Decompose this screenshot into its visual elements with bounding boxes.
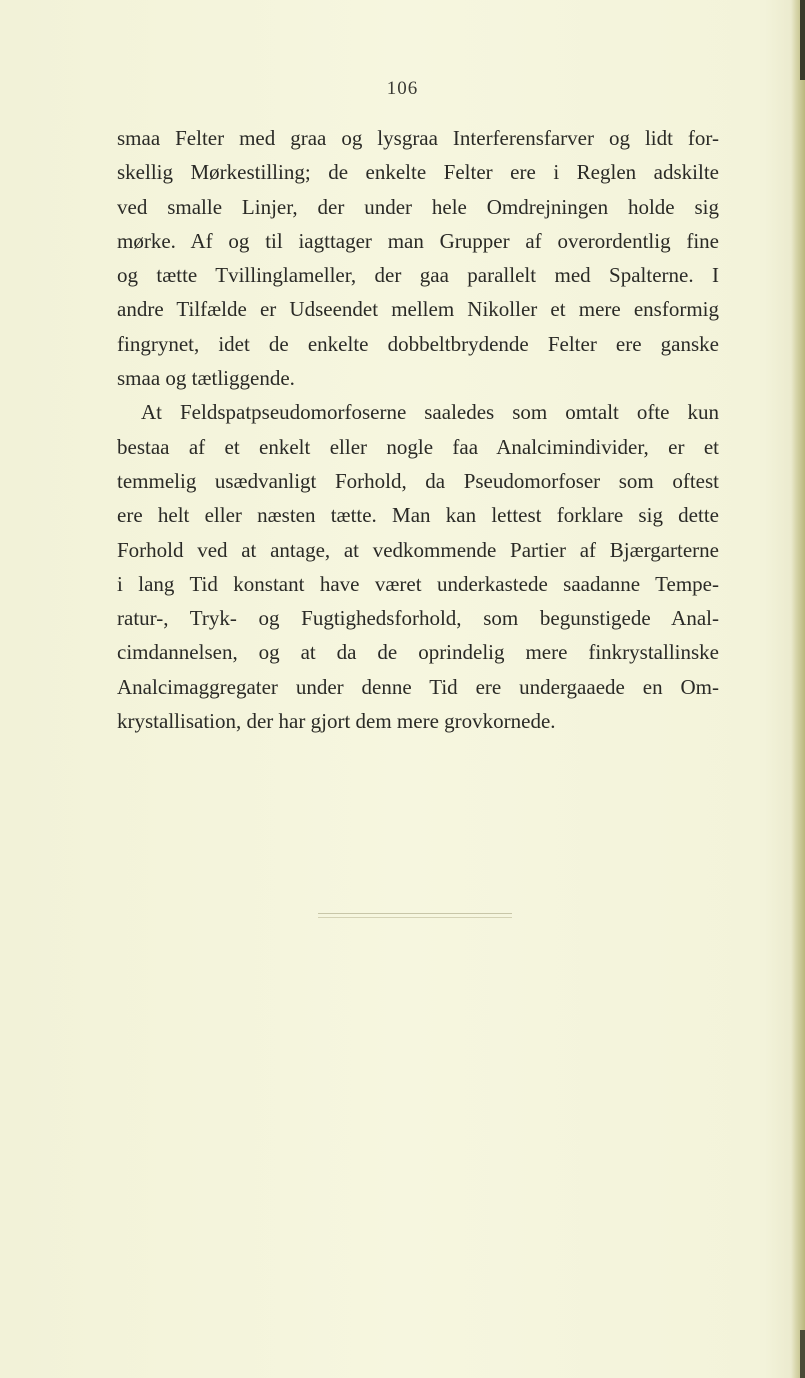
page-edge-shadow (791, 0, 805, 1378)
text-line: andre Tilfælde er Udseendet mellem Nikoller et mere ensformig (117, 297, 719, 322)
text-line: fingrynet, idet de enkelte dobbeltbrydende Felter ere ganske (117, 331, 719, 356)
text-line: temmelig usædvanligt Forhold, da Pseudomorfoser som oftest (117, 468, 719, 493)
edge-mark-bottom (800, 1330, 805, 1378)
text-line: ratur-, Tryk- og Fugtighedsforhold, som begunstigede Anal- (117, 606, 719, 631)
section-divider (318, 913, 512, 914)
text-line: krystallisation, der har gjort dem mere grovkornede. (117, 709, 556, 734)
edge-mark-top (800, 0, 805, 80)
text-line: At Feldspatpseudomorfoserne saaledes som omtalt ofte kun (141, 400, 719, 425)
body-text (117, 121, 719, 738)
text-line: smaa og tætliggende. (117, 366, 295, 391)
text-line: Forhold ved at antage, at vedkommende Partier af Bjærgarterne (117, 537, 719, 562)
text-line: cimdannelsen, og at da de oprindelig mere finkrystallinske (117, 640, 719, 665)
text-line: bestaa af et enkelt eller nogle faa Analcimindivider, er et (117, 434, 719, 459)
text-line: og tætte Tvillinglameller, der gaa parallelt med Spalterne. I (117, 263, 719, 288)
text-line: skellig Mørkestilling; de enkelte Felter ere i Reglen adskilte (117, 160, 719, 185)
text-line: Analcimaggregater under denne Tid ere undergaaede en Om- (117, 674, 719, 699)
text-line: ere helt eller næsten tætte. Man kan lettest forklare sig dette (117, 503, 719, 528)
text-line: smaa Felter med graa og lysgraa Interferensfarver og lidt for- (117, 126, 719, 150)
text-line: i lang Tid konstant have været underkastede saadanne Tempe- (117, 571, 719, 596)
section-divider (318, 917, 512, 918)
text-line: mørke. Af og til iagttager man Grupper af overordentlig fine (117, 228, 719, 253)
page-number: 106 (386, 78, 419, 99)
text-line: ved smalle Linjer, der under hele Omdrejningen holde sig (117, 194, 719, 219)
